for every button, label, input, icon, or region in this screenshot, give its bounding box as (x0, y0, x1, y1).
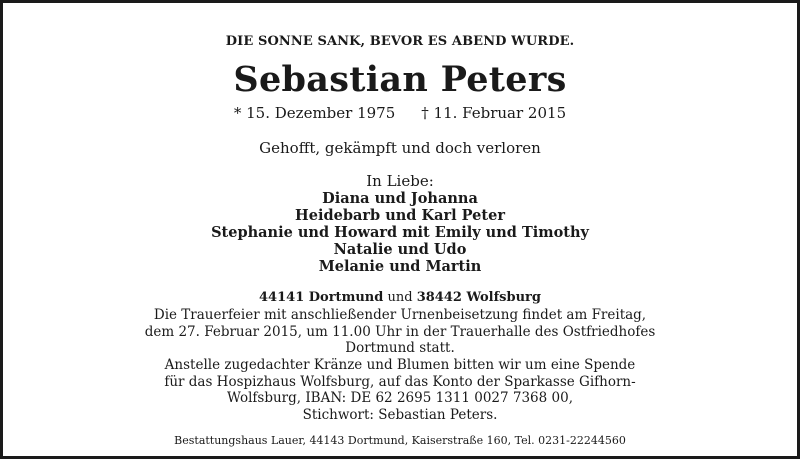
funeral-home-footer: Bestattungshaus Lauer, 44143 Dortmund, Kaiserstraße 160, Tel. 0231-22244560 (174, 434, 626, 447)
mourner-entry: Heidebarb und Karl Peter (295, 207, 505, 224)
city-joiner: und (387, 290, 413, 305)
mourners-list (3, 190, 797, 275)
funeral-details (3, 307, 797, 357)
funeral-line: Dortmund statt. (345, 340, 455, 356)
life-dates (3, 104, 797, 122)
verse-line: Gehofft, gekämpft und doch verloren (259, 139, 541, 157)
birth-date: * 15. Dezember 1975 (233, 104, 396, 122)
donation-line: Stichwort: Sebastian Peters. (302, 406, 498, 423)
funeral-line: dem 27. Februar 2015, um 11.00 Uhr in der Trauerhalle des Ostfriedhofes (144, 323, 656, 340)
city-dortmund: 44141 Dortmund (259, 290, 384, 305)
donation-details (3, 357, 797, 423)
mourner-entry: Stephanie und Howard mit Emily und Timothy (211, 224, 589, 241)
mourner-entry: Melanie und Martin (318, 258, 482, 275)
cities-line (3, 290, 797, 305)
mourner-entry: Natalie und Udo (333, 241, 467, 258)
donation-line: für das Hospizhaus Wolfsburg, auf das Konto der Sparkasse Gifhorn- (164, 373, 636, 390)
motto-heading: DIE SONNE SANK, BEVOR ES ABEND WURDE. (225, 34, 575, 49)
funeral-line: Die Trauerfeier mit anschließender Urnenbeisetzung findet am Freitag, (153, 307, 647, 323)
donation-line: Wolfsburg, IBAN: DE 62 2695 1311 0027 7368 00, (226, 390, 574, 406)
in-love-label: In Liebe: (366, 172, 434, 190)
deceased-name: Sebastian Peters (233, 59, 567, 100)
mourner-entry: Diana und Johanna (322, 190, 478, 207)
city-wolfsburg: 38442 Wolfsburg (416, 290, 541, 305)
death-date: † 11. Februar 2015 (421, 104, 567, 122)
donation-line: Anstelle zugedachter Kränze und Blumen bitten wir um eine Spende (164, 357, 636, 373)
